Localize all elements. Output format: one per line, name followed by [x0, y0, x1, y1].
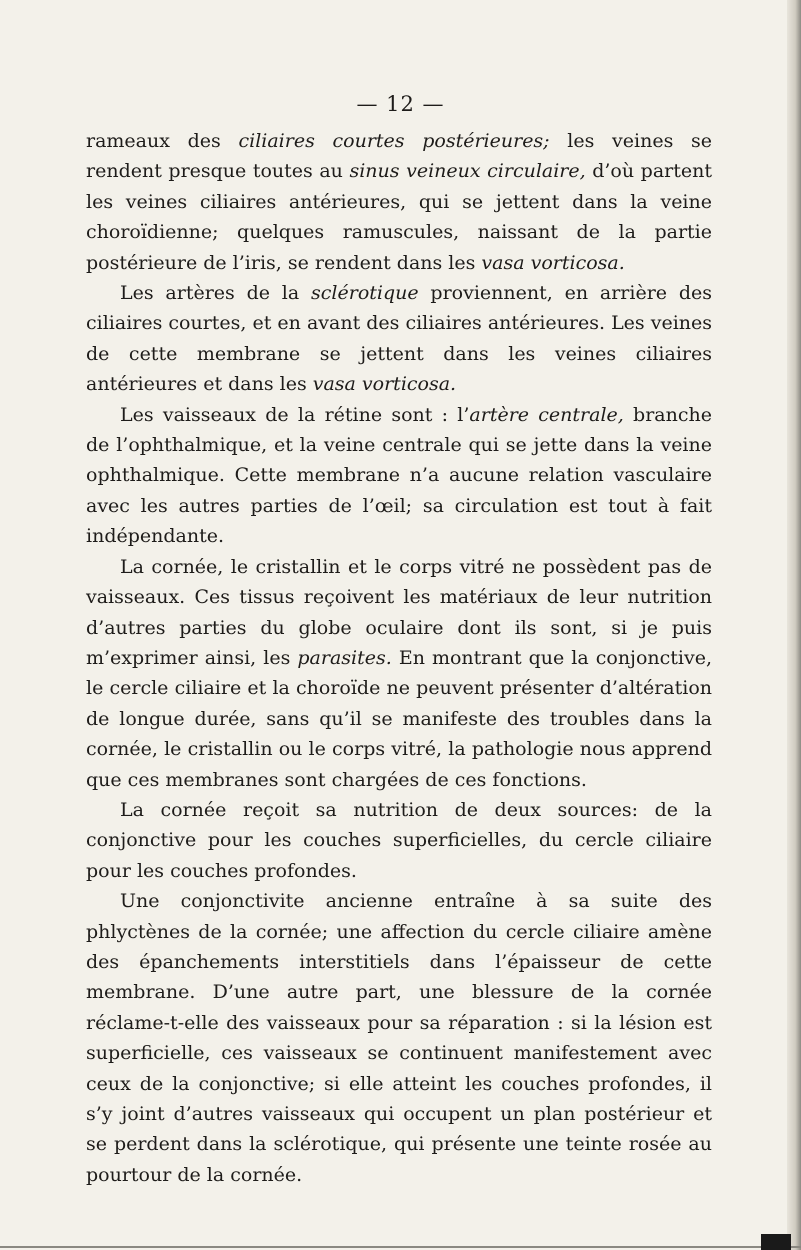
italic-text: ciliaires courtes postérieures; — [238, 130, 550, 152]
text-segment: En montrant que la conjonctive, le cercle ciliaire et la choroïde ne peuvent présenter d’altération de longue durée, sans qu’il se manifeste des troubles dans la cornée, le cristallin ou le corps vitré, la pathologie nous apprend que ces membranes sont chargées de ces fonctions. — [86, 646, 712, 791]
page-number: — 12 — — [356, 92, 445, 116]
italic-text: sinus veineux circulaire, — [349, 160, 586, 183]
paragraph — [86, 552, 712, 795]
text-segment: rameaux des — [86, 130, 239, 152]
text-segment: Une conjonctivite ancienne entraîne à sa suite des phlyctènes de la cornée; une affection du cercle ciliaire amène des épanchements interstitiels dans l’épaisseur de cette membrane. D’une autre part, une blessure de la cornée réclame-t-elle des vaisseaux pour sa réparation : si la lésion est superficielle, ces vaisseaux se continuent manifestement avec ceux de la conjonctive; si elle atteint les couches profondes, il s’y joint d’autres vaisseaux qui occupent un plan postérieur et se perdent dans la sclérotique, qui présente une teinte rosée au pourtour de la cornée. — [86, 890, 712, 1186]
paragraph — [86, 886, 712, 1190]
paragraph — [86, 795, 712, 886]
page-edge-shadow — [787, 0, 801, 1250]
text-segment: Les vaisseaux de la rétine sont : l’ — [120, 403, 470, 426]
corner-mark — [761, 1234, 791, 1250]
italic-text: artère centrale, — [469, 403, 624, 426]
text-segment: les veines se rendent presque toutes au — [86, 130, 712, 183]
paragraph — [86, 400, 712, 552]
bottom-rule — [0, 1246, 801, 1248]
text-segment: branche de l’ophthalmique, et la veine centrale qui se jette dans la veine ophthalmique. Cette membrane n’a aucune relation vasculaire avec les autres parties de l’œil; sa circulation est tout à fait indépendante. — [86, 403, 712, 548]
italic-text: sclérotique — [311, 282, 419, 305]
text-segment: proviennent, en arrière des ciliaires courtes, et en avant des ciliaires antérieures. Les veines de cette membrane se jettent dans les veines ciliaires antérieures et dans les — [86, 282, 713, 396]
italic-text: vasa vorticosa. — [481, 251, 625, 274]
body-text — [86, 126, 712, 1190]
text-segment: La cornée reçoit sa nutrition de deux sources: de la conjonctive pour les couches superficielles, du cercle ciliaire pour les couches profondes. — [86, 798, 712, 882]
paragraph — [86, 126, 712, 278]
text-segment: d’où partent les veines ciliaires antérieures, qui se jettent dans la veine choroïdienne; quelques ramuscules, naissant de la partie postérieure de l’iris, se rendent dans les — [86, 160, 712, 274]
text-segment: La cornée, le cristallin et le corps vitré ne possèdent pas de vaisseaux. Ces tissus reçoivent les matériaux de leur nutrition d’autres parties du globe oculaire dont ils sont, si je puis m’exprimer ainsi, les — [86, 555, 712, 669]
text-segment: Les artères de la — [120, 282, 312, 305]
paragraph — [86, 278, 712, 400]
italic-text: vasa vorticosa. — [312, 373, 457, 396]
italic-text: parasites. — [297, 646, 392, 669]
